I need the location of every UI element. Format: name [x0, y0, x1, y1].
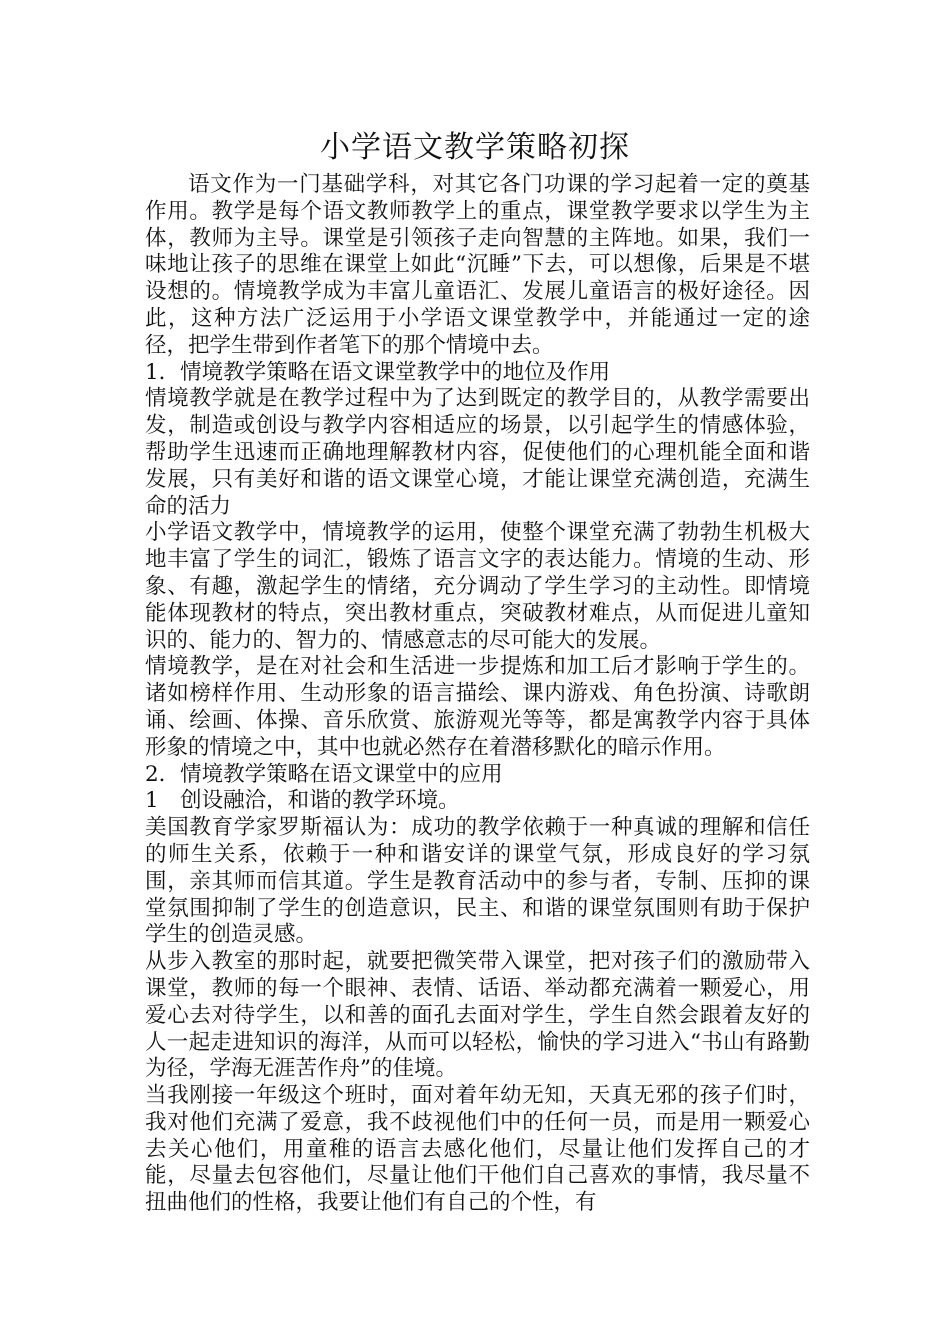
section-1-paragraph: 情境教学，是在对社会和生活进一步提炼和加工后才影响于学生的。诸如榜样作用、生动形象的语言描绘、课内游戏、角色扮演、诗歌朗诵、绘画、体操、音乐欣赏、旅游观光等等，都是寓教学内容于具体形象的情境之中，其中也就必然存在着潜移默化的暗示作用。 — [145, 654, 810, 760]
section-2-paragraph: 当我刚接一年级这个班时，面对着年幼无知，天真无邪的孩子们时，我对他们充满了爱意，我不歧视他们中的任何一员，而是用一颗爱心去关心他们，用童稚的语言去感化他们，尽量让他们发挥自己的才能，尽量去包容他们，尽量让他们干他们自己喜欢的事情，我尽量不扭曲他们的性格，我要让他们有自己的个性，有 — [145, 1083, 810, 1216]
document-title: 小学语文教学策略初探 — [320, 130, 630, 165]
document-body — [145, 172, 810, 1217]
section-1-heading: 1．情境教学策略在语文课堂教学中的地位及作用 — [145, 359, 611, 385]
section-1-paragraph: 情境教学就是在教学过程中为了达到既定的教学目的，从教学需要出发，制造或创设与教学内容相适应的场景，以引起学生的情感体验，帮助学生迅速而正确地理解教材内容，促使他们的心理机能全面和谐发展，只有美好和谐的语文课堂心境，才能让课堂充满创造，充满生命的活力 — [145, 386, 810, 519]
intro-paragraph: 语文作为一门基础学科，对其它各门功课的学习起着一定的奠基作用。教学是每个语文教师教学上的重点，课堂教学要求以学生为主体，教师为主导。课堂是引领孩子走向智慧的主阵地。如果，我们一味地让孩子的思维在课堂上如此“沉睡”下去，可以想像，后果是不堪设想的。情境教学成为丰富儿童语汇、发展儿童语言的极好途径。因此，这种方法广泛运用于小学语文课堂教学中，并能通过一定的途径，把学生带到作者笔下的那个情境中去。 — [145, 172, 810, 358]
section-2-paragraph: 从步入教室的那时起，就要把微笑带入课堂，把对孩子们的激励带入课堂，教师的每一个眼神、表情、话语、举动都充满着一颗爱心，用爱心去对待学生，以和善的面孔去面对学生，学生自然会跟着友好的人一起走进知识的海洋，从而可以轻松，愉快的学习进入“书山有路勤为径，学海无涯苦作舟”的佳境。 — [145, 949, 810, 1082]
section-2-paragraph: 美国教育学家罗斯福认为：成功的教学依赖于一种真诚的理解和信任的师生关系，依赖于一种和谐安详的课堂气氛，形成良好的学习氛围，亲其师而信其道。学生是教育活动中的参与者，专制、压抑的课堂氛围抑制了学生的创造意识，民主、和谐的课堂氛围则有助于保护学生的创造灵感。 — [145, 815, 810, 948]
section-2-heading: 2．情境教学策略在语文课堂中的应用 — [145, 761, 503, 787]
section-2-subheading: 1 创设融洽，和谐的教学环境。 — [145, 788, 460, 814]
section-1-paragraph: 小学语文教学中，情境教学的运用，使整个课堂充满了勃勃生机极大地丰富了学生的词汇，锻炼了语言文字的表达能力。情境的生动、形象、有趣，激起学生的情绪，充分调动了学生学习的主动性。即情境能体现教材的特点，突出教材重点，突破教材难点，从而促进儿童知识的、能力的、智力的、情感意志的尽可能大的发展。 — [145, 520, 810, 653]
